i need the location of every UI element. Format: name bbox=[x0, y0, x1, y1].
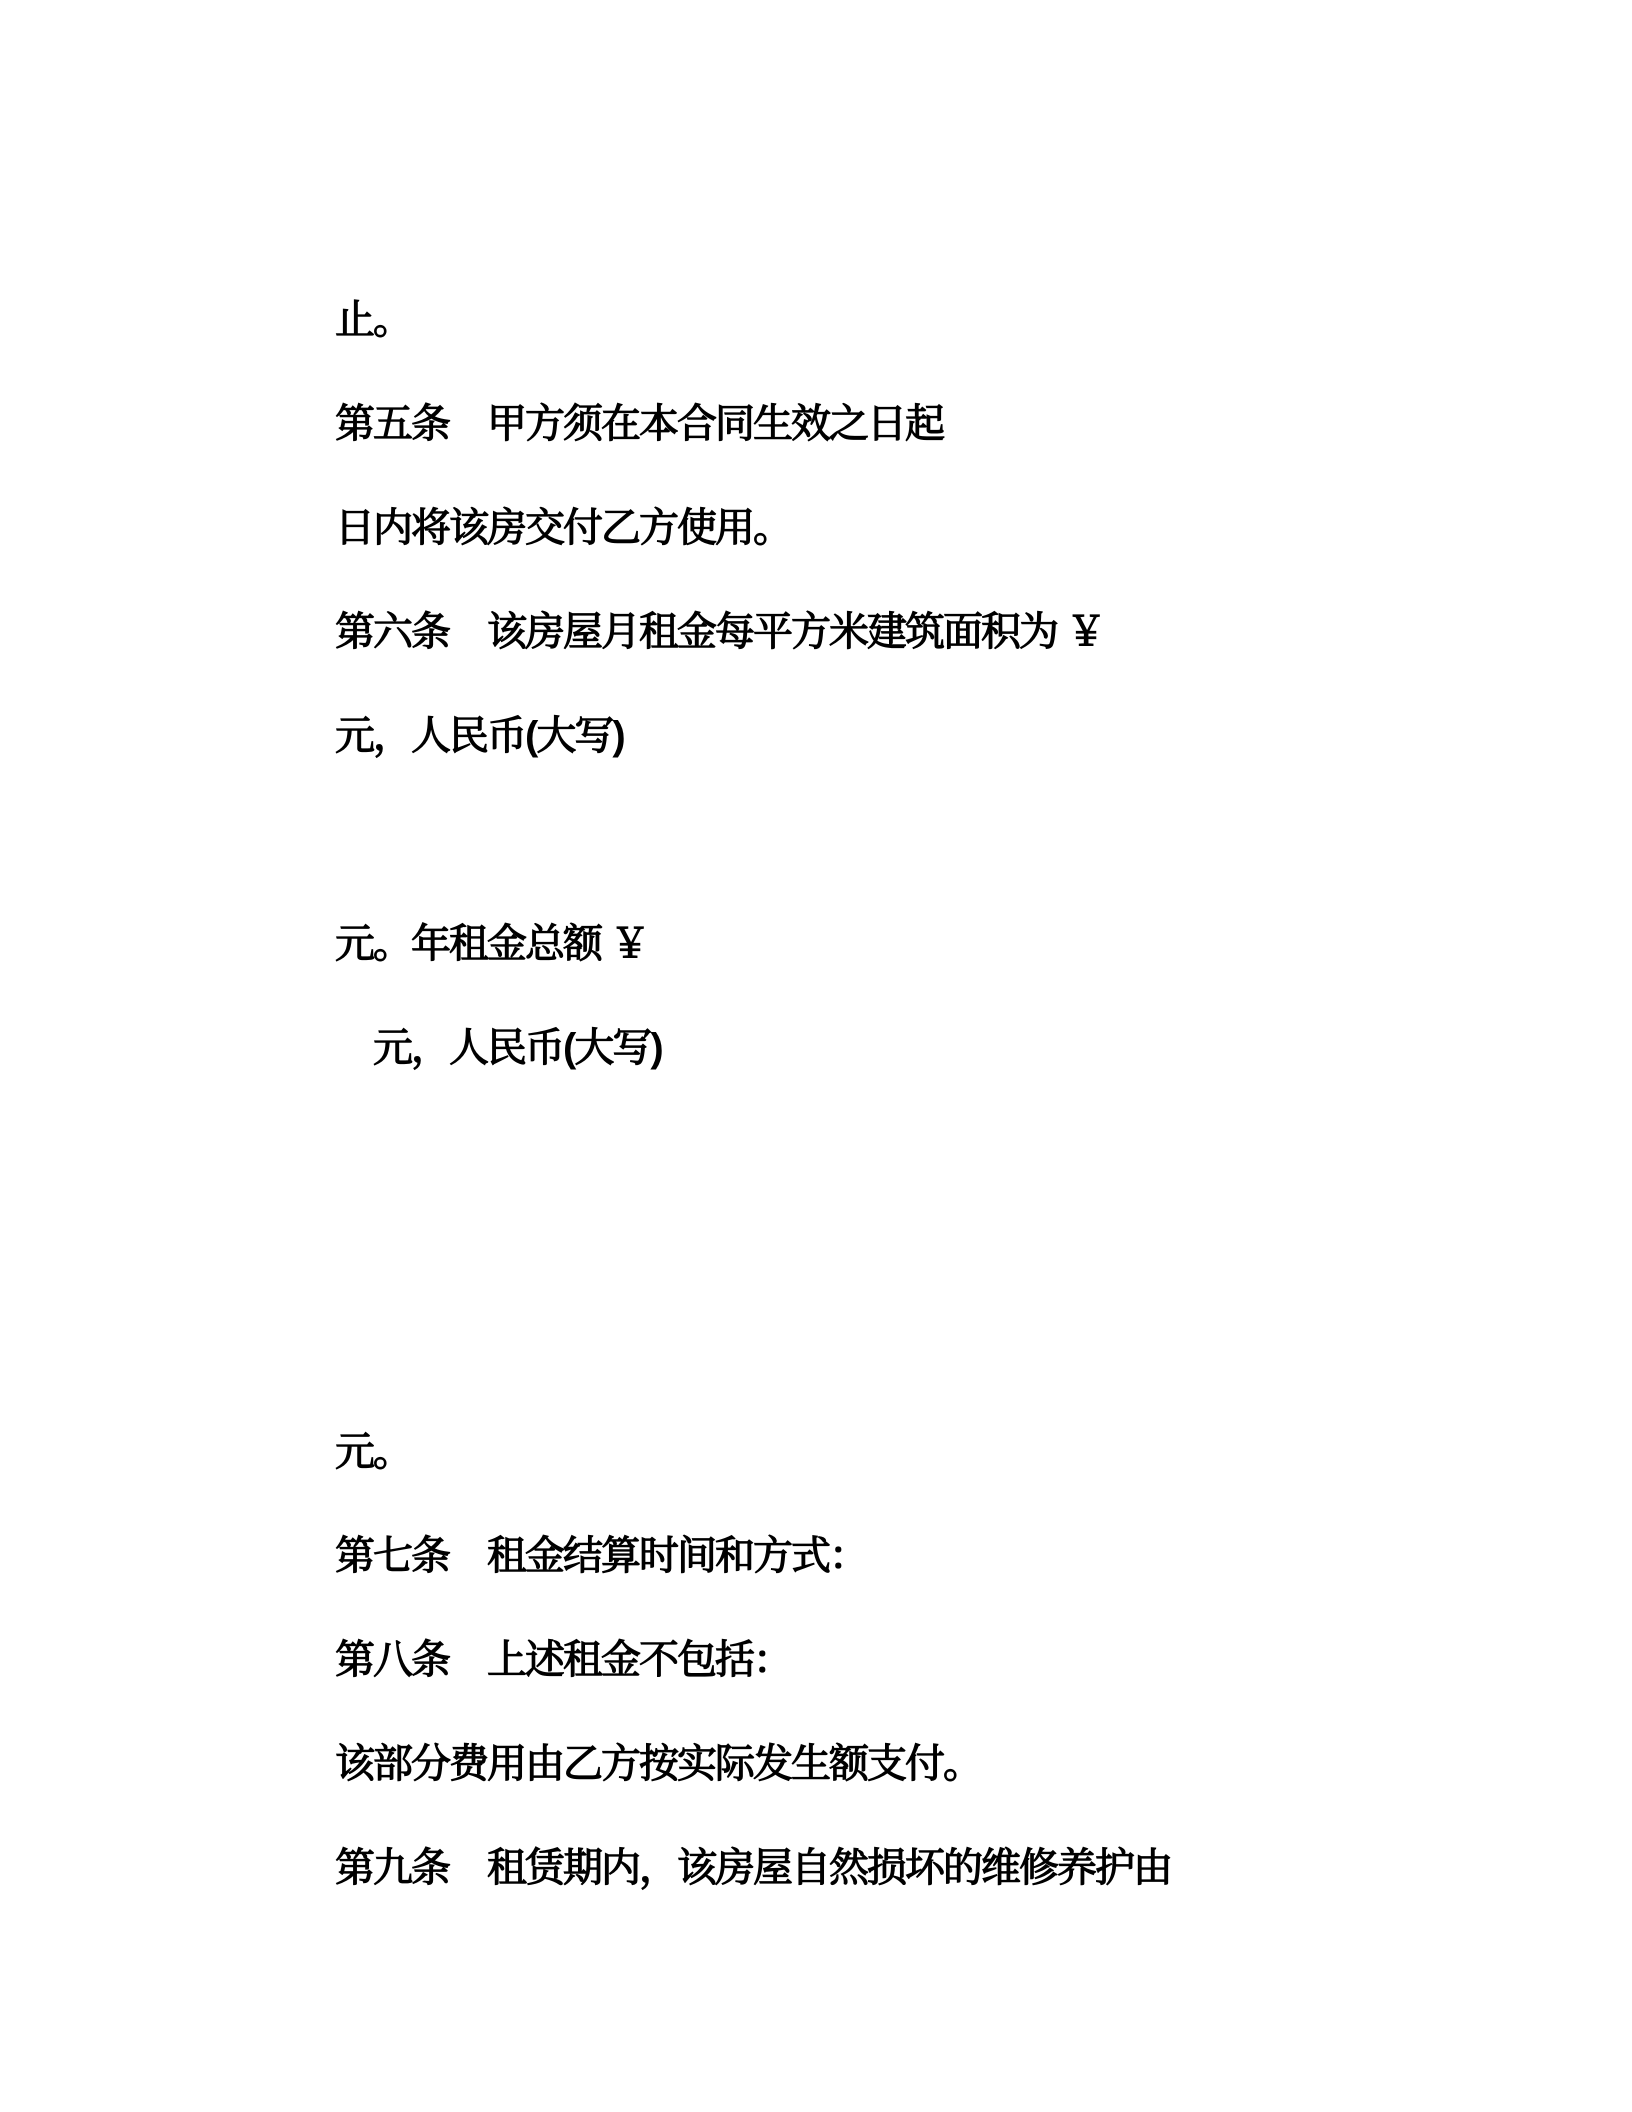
contract-clause-5-continued: 日内将该房交付乙方使用。 bbox=[335, 506, 791, 550]
contract-clause-6-end: 元。 bbox=[335, 1430, 411, 1474]
contract-line-zhi: 止。 bbox=[335, 298, 411, 342]
contract-clause-7: 第七条 租金结算时间和方式： bbox=[335, 1534, 867, 1578]
contract-clause-8-continued: 该部分费用由乙方按实际发生额支付。 bbox=[335, 1742, 981, 1786]
contract-clause-6-amount-monthly: 元，人民币(大写) bbox=[335, 714, 624, 758]
contract-clause-9: 第九条 租赁期内，该房屋自然损坏的维修养护由 bbox=[335, 1846, 1171, 1890]
contract-clause-5: 第五条 甲方须在本合同生效之日起 bbox=[335, 402, 943, 446]
blank-gap bbox=[335, 1100, 1572, 1400]
contract-clause-6: 第六条 该房屋月租金每平方米建筑面积为 ￥ bbox=[335, 610, 1105, 654]
blank-gap bbox=[335, 788, 1572, 892]
contract-clause-8: 第八条 上述租金不包括： bbox=[335, 1638, 791, 1682]
contract-clause-6-annual-total: 元。年租金总额 ￥ bbox=[335, 922, 649, 966]
contract-clause-6-annual-amount: 元，人民币(大写) bbox=[335, 1026, 662, 1070]
